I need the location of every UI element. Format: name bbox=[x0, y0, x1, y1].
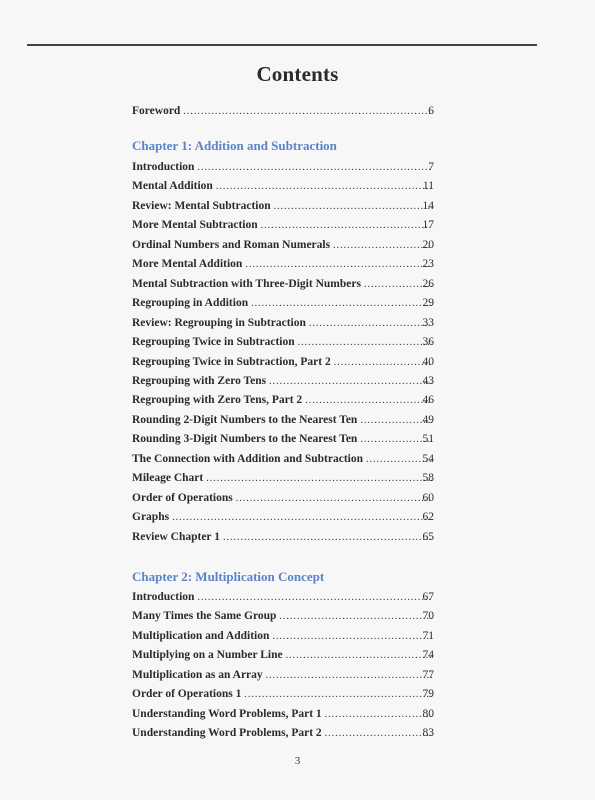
toc-entry-page: 29 bbox=[422, 297, 434, 310]
toc-entry-page: 58 bbox=[422, 472, 434, 485]
dot-leader bbox=[245, 257, 432, 272]
toc-entry-page: 62 bbox=[422, 511, 434, 524]
toc-entry[interactable] bbox=[132, 374, 432, 389]
dot-leader bbox=[216, 179, 432, 194]
toc-entry-page: 65 bbox=[422, 530, 434, 543]
toc-entry[interactable] bbox=[132, 648, 432, 663]
toc-entry[interactable] bbox=[132, 199, 432, 214]
chapter-2-heading: Chapter 2: Multiplication Concept bbox=[132, 569, 325, 584]
toc-entry-page: 36 bbox=[422, 336, 434, 349]
toc-entry-label: Review: Mental Subtraction bbox=[132, 199, 271, 212]
toc-entry[interactable] bbox=[132, 668, 432, 683]
dot-leader bbox=[172, 510, 432, 525]
toc-entry-page: 20 bbox=[422, 238, 434, 251]
toc-entry-page: 14 bbox=[422, 199, 434, 212]
dot-leader bbox=[251, 296, 432, 311]
dot-leader bbox=[236, 491, 432, 506]
toc-entry-label: Mental Subtraction with Three-Digit Numbers bbox=[132, 277, 361, 290]
dot-leader bbox=[305, 393, 432, 408]
toc-entry-page: 11 bbox=[422, 180, 434, 193]
toc-entry-page: 7 bbox=[428, 161, 434, 173]
toc-entry[interactable] bbox=[132, 160, 432, 175]
toc-entry-label: Graphs bbox=[132, 511, 170, 524]
toc-entry-page: 23 bbox=[422, 258, 434, 271]
toc-entry-label: Understanding Word Problems, Part 1 bbox=[132, 707, 322, 720]
toc-entry-page: 60 bbox=[422, 491, 434, 504]
toc-entry-label: Order of Operations 1 bbox=[132, 688, 242, 701]
toc-entry-page: 46 bbox=[422, 394, 434, 407]
dot-leader bbox=[197, 590, 432, 605]
toc-entry-label: Introduction bbox=[132, 161, 195, 173]
toc-entry-page: 40 bbox=[422, 355, 434, 368]
toc-entry-label: Foreword bbox=[132, 105, 181, 117]
toc-entry-label: Introduction bbox=[132, 591, 195, 603]
toc-entry-label: Ordinal Numbers and Roman Numerals bbox=[132, 238, 331, 251]
top-rule bbox=[27, 44, 537, 46]
toc-entry-label: Rounding 2-Digit Numbers to the Nearest Ten bbox=[132, 413, 358, 426]
toc-entry-label: Understanding Word Problems, Part 2 bbox=[132, 727, 322, 740]
toc-entry[interactable] bbox=[132, 296, 432, 311]
toc-entry[interactable] bbox=[132, 413, 432, 428]
toc-entry[interactable] bbox=[132, 491, 432, 506]
dot-leader bbox=[274, 199, 432, 214]
dot-leader bbox=[298, 335, 432, 350]
toc-entry-page: 70 bbox=[422, 610, 434, 623]
toc-entry-page: 43 bbox=[422, 374, 434, 387]
toc-entry-label: Regrouping in Addition bbox=[132, 297, 249, 310]
dot-leader bbox=[206, 471, 432, 486]
toc-entry[interactable] bbox=[132, 609, 432, 624]
toc-entry[interactable] bbox=[132, 218, 432, 233]
toc-entry-label: Many Times the Same Group bbox=[132, 610, 277, 623]
toc-entry-foreword[interactable] bbox=[132, 104, 432, 119]
dot-leader bbox=[269, 374, 432, 389]
dot-leader bbox=[279, 609, 432, 624]
toc-entry-page: 26 bbox=[422, 277, 434, 290]
toc-entry-label: More Mental Addition bbox=[132, 258, 243, 271]
toc-entry-label: Regrouping Twice in Subtraction, Part 2 bbox=[132, 355, 331, 368]
toc-entry[interactable] bbox=[132, 238, 432, 253]
toc-entry[interactable] bbox=[132, 257, 432, 272]
dot-leader bbox=[244, 687, 432, 702]
page-title: Contents bbox=[256, 62, 339, 86]
toc-entry-label: Multiplication as an Array bbox=[132, 668, 263, 681]
toc-entry[interactable] bbox=[132, 452, 432, 467]
dot-leader bbox=[183, 104, 432, 119]
toc-entry-label: Mileage Chart bbox=[132, 472, 204, 485]
toc-entry[interactable] bbox=[132, 471, 432, 486]
toc-entry-page: 17 bbox=[422, 219, 434, 232]
toc-entry-label: The Connection with Addition and Subtraction bbox=[132, 452, 364, 465]
toc-entry-label: Review: Regrouping in Subtraction bbox=[132, 316, 306, 329]
toc-entry-label: Multiplication and Addition bbox=[132, 629, 270, 642]
dot-leader bbox=[266, 668, 432, 683]
toc-entry-page: 77 bbox=[422, 668, 434, 681]
toc-entry-page: 49 bbox=[422, 413, 434, 426]
toc-entry[interactable] bbox=[132, 335, 432, 350]
dot-leader bbox=[286, 648, 432, 663]
toc-entry[interactable] bbox=[132, 179, 432, 194]
page-number: 3 bbox=[294, 755, 301, 767]
toc-entry-page: 54 bbox=[422, 452, 434, 465]
toc-entry[interactable] bbox=[132, 393, 432, 408]
toc-entry-page: 71 bbox=[422, 629, 434, 642]
toc-entry-label: Regrouping Twice in Subtraction bbox=[132, 336, 295, 349]
toc-entry[interactable] bbox=[132, 629, 432, 644]
dot-leader bbox=[197, 160, 432, 175]
toc-entry-label: More Mental Subtraction bbox=[132, 219, 258, 232]
toc-entry[interactable] bbox=[132, 510, 432, 525]
toc-entry-label: Review Chapter 1 bbox=[132, 530, 220, 543]
toc-entry[interactable] bbox=[132, 726, 432, 741]
chapter-1-heading: Chapter 1: Addition and Subtraction bbox=[132, 138, 337, 153]
toc-entry-page: 79 bbox=[422, 688, 434, 701]
toc-entry[interactable] bbox=[132, 687, 432, 702]
toc-entry[interactable] bbox=[132, 530, 432, 545]
toc-entry-label: Order of Operations bbox=[132, 491, 233, 504]
dot-leader bbox=[223, 530, 432, 545]
dot-leader bbox=[272, 629, 432, 644]
toc-entry-label: Regrouping with Zero Tens, Part 2 bbox=[132, 394, 303, 407]
toc-entry[interactable] bbox=[132, 590, 432, 605]
toc-entry-page: 51 bbox=[422, 433, 434, 446]
toc-entry[interactable] bbox=[132, 355, 432, 370]
toc-entry[interactable] bbox=[132, 316, 432, 331]
toc-entry-label: Multiplying on a Number Line bbox=[132, 649, 283, 662]
toc-entry-page: 80 bbox=[422, 707, 434, 720]
toc-entry-label: Rounding 3-Digit Numbers to the Nearest Ten bbox=[132, 433, 358, 446]
toc-entry-page: 74 bbox=[422, 649, 434, 662]
dot-leader bbox=[261, 218, 432, 233]
toc-entry[interactable] bbox=[132, 707, 432, 722]
toc-entry-page: 33 bbox=[422, 316, 434, 329]
toc-entry-page: 67 bbox=[422, 591, 434, 603]
toc-entry[interactable] bbox=[132, 277, 432, 292]
toc-entry-page: 6 bbox=[428, 105, 434, 117]
toc-entry-label: Regrouping with Zero Tens bbox=[132, 374, 267, 387]
toc-entry[interactable] bbox=[132, 432, 432, 447]
toc-entry-page: 83 bbox=[422, 727, 434, 740]
toc-entry-label: Mental Addition bbox=[132, 180, 213, 193]
